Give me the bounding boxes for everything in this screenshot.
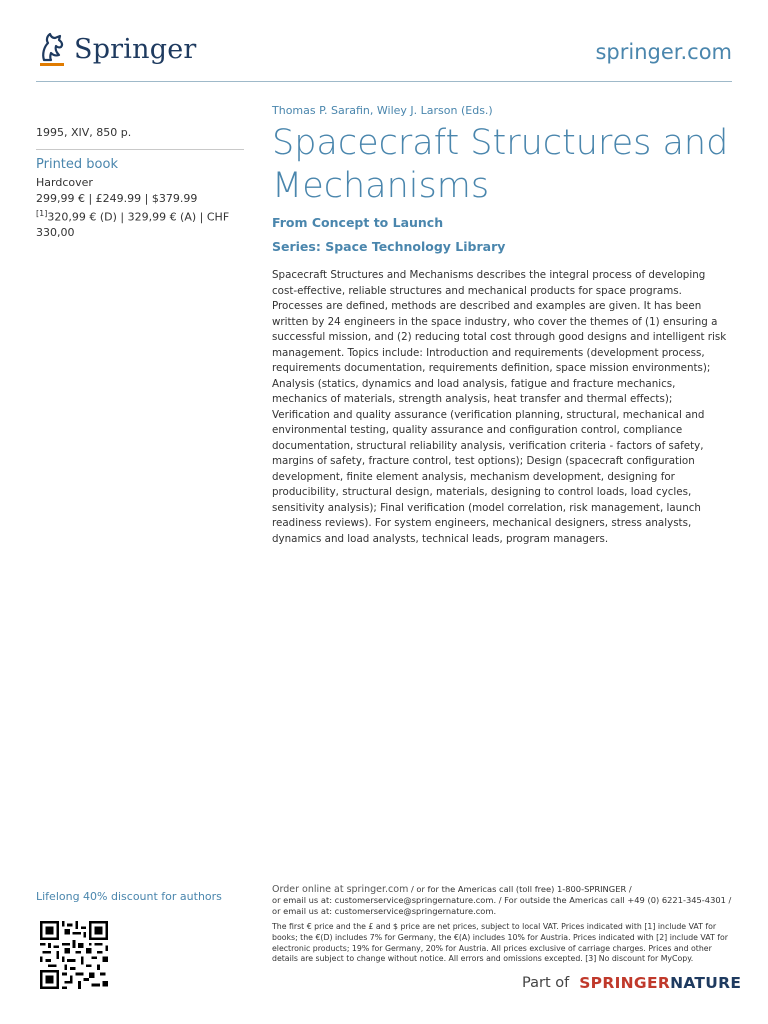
book-series[interactable]: Series: Space Technology Library bbox=[272, 239, 506, 254]
book-authors: Thomas P. Sarafin, Wiley J. Larson (Eds.) bbox=[272, 104, 493, 117]
header-divider bbox=[36, 81, 732, 82]
springer-horse-icon bbox=[36, 30, 68, 68]
cover-type: Hardcover bbox=[36, 176, 93, 189]
price-footnote-marker: [1] bbox=[36, 209, 48, 218]
brand-name: Springer bbox=[74, 33, 197, 65]
order-email-line: or email us at: customerservice@springernature.com. / For outside the Americas call +49 (0) 6221-345-4301 / bbox=[272, 895, 732, 905]
part-of-label: Part of bbox=[522, 975, 570, 991]
order-online-link[interactable]: Order online at springer.com bbox=[272, 884, 409, 895]
site-link[interactable]: springer.com bbox=[595, 40, 732, 64]
order-info bbox=[272, 884, 734, 917]
book-subtitle: From Concept to Launch bbox=[272, 215, 444, 230]
order-email-line-2: or email us at: customerservice@springernature.com. bbox=[272, 906, 497, 916]
springer-nature-logo[interactable] bbox=[522, 974, 741, 992]
book-title: Spacecraft Structures and Mechanisms bbox=[272, 123, 729, 206]
price-line-1: 299,99 € | £249.99 | $379.99 bbox=[36, 192, 198, 205]
format-title: Printed book bbox=[36, 157, 118, 172]
book-meta: 1995, XIV, 850 p. bbox=[36, 126, 132, 139]
price-disclaimer: The first € price and the £ and $ price are net prices, subject to local VAT. Prices indicated with [1] include VAT for books; the €(D) includes 7% for Germany, the €(A) includes 10% for Austria. Prices indicated with [2] include VAT for electronic products; 19% for Germany, 20% for Austria. All prices exclusive of carriage charges. Prices and other details are subject to change without notice. All errors and omissions excepted. [3] No discount for MyCopy. bbox=[272, 922, 728, 964]
author-discount[interactable]: Lifelong 40% discount for authors bbox=[36, 890, 222, 903]
price-line-2-text: 320,99 € (D) | 329,99 € (A) | CHF 330,00 bbox=[36, 210, 230, 239]
price-line-2 bbox=[36, 206, 244, 240]
springer-logo[interactable] bbox=[36, 30, 196, 68]
book-description: Spacecraft Structures and Mechanisms describes the integral process of developing cost-effective, reliable structures and mechanical products for space programs. Processes are defined, methods are described and examples are given. It has been written by 24 engineers in the space industry, who cover the themes of (1) ensuring a successful mission, and (2) reducing total cost through good designs and intelligent risk management. Topics include: Introduction and requirements (development process, requirements documentation, requirements definition, space mission environments); Analysis (statics, dynamics and load analysis, fatigue and fracture mechanics, mechanics of materials, strength analysis, heat transfer and thermal effects); Verification and quality assurance (verification planning, structural, mechanical and environmental testing, quality assurance and configuration control, compliance documentation, structural reliability analysis, verification criteria - factors of safety, margins of safety, fracture control, test options); Design (spacecraft configuration development, finite element analysis, mechanism development, designing for producibility, structural design, materials, designing to control loads, load cycles, sensitivity analysis); Final verification (model correlation, risk management, launch readiness reviews). For system engineers, mechanical designers, stress analysts, dynamics and load analysts, technical leads, program managers. bbox=[272, 269, 727, 545]
springer-wordmark: SPRINGER bbox=[579, 974, 671, 992]
qr-code-icon bbox=[40, 921, 108, 989]
order-phone: / or for the Americas call (toll free) 1-800-SPRINGER / bbox=[408, 884, 632, 894]
nature-wordmark: NATURE bbox=[670, 974, 742, 992]
sidebar-divider bbox=[36, 149, 244, 150]
